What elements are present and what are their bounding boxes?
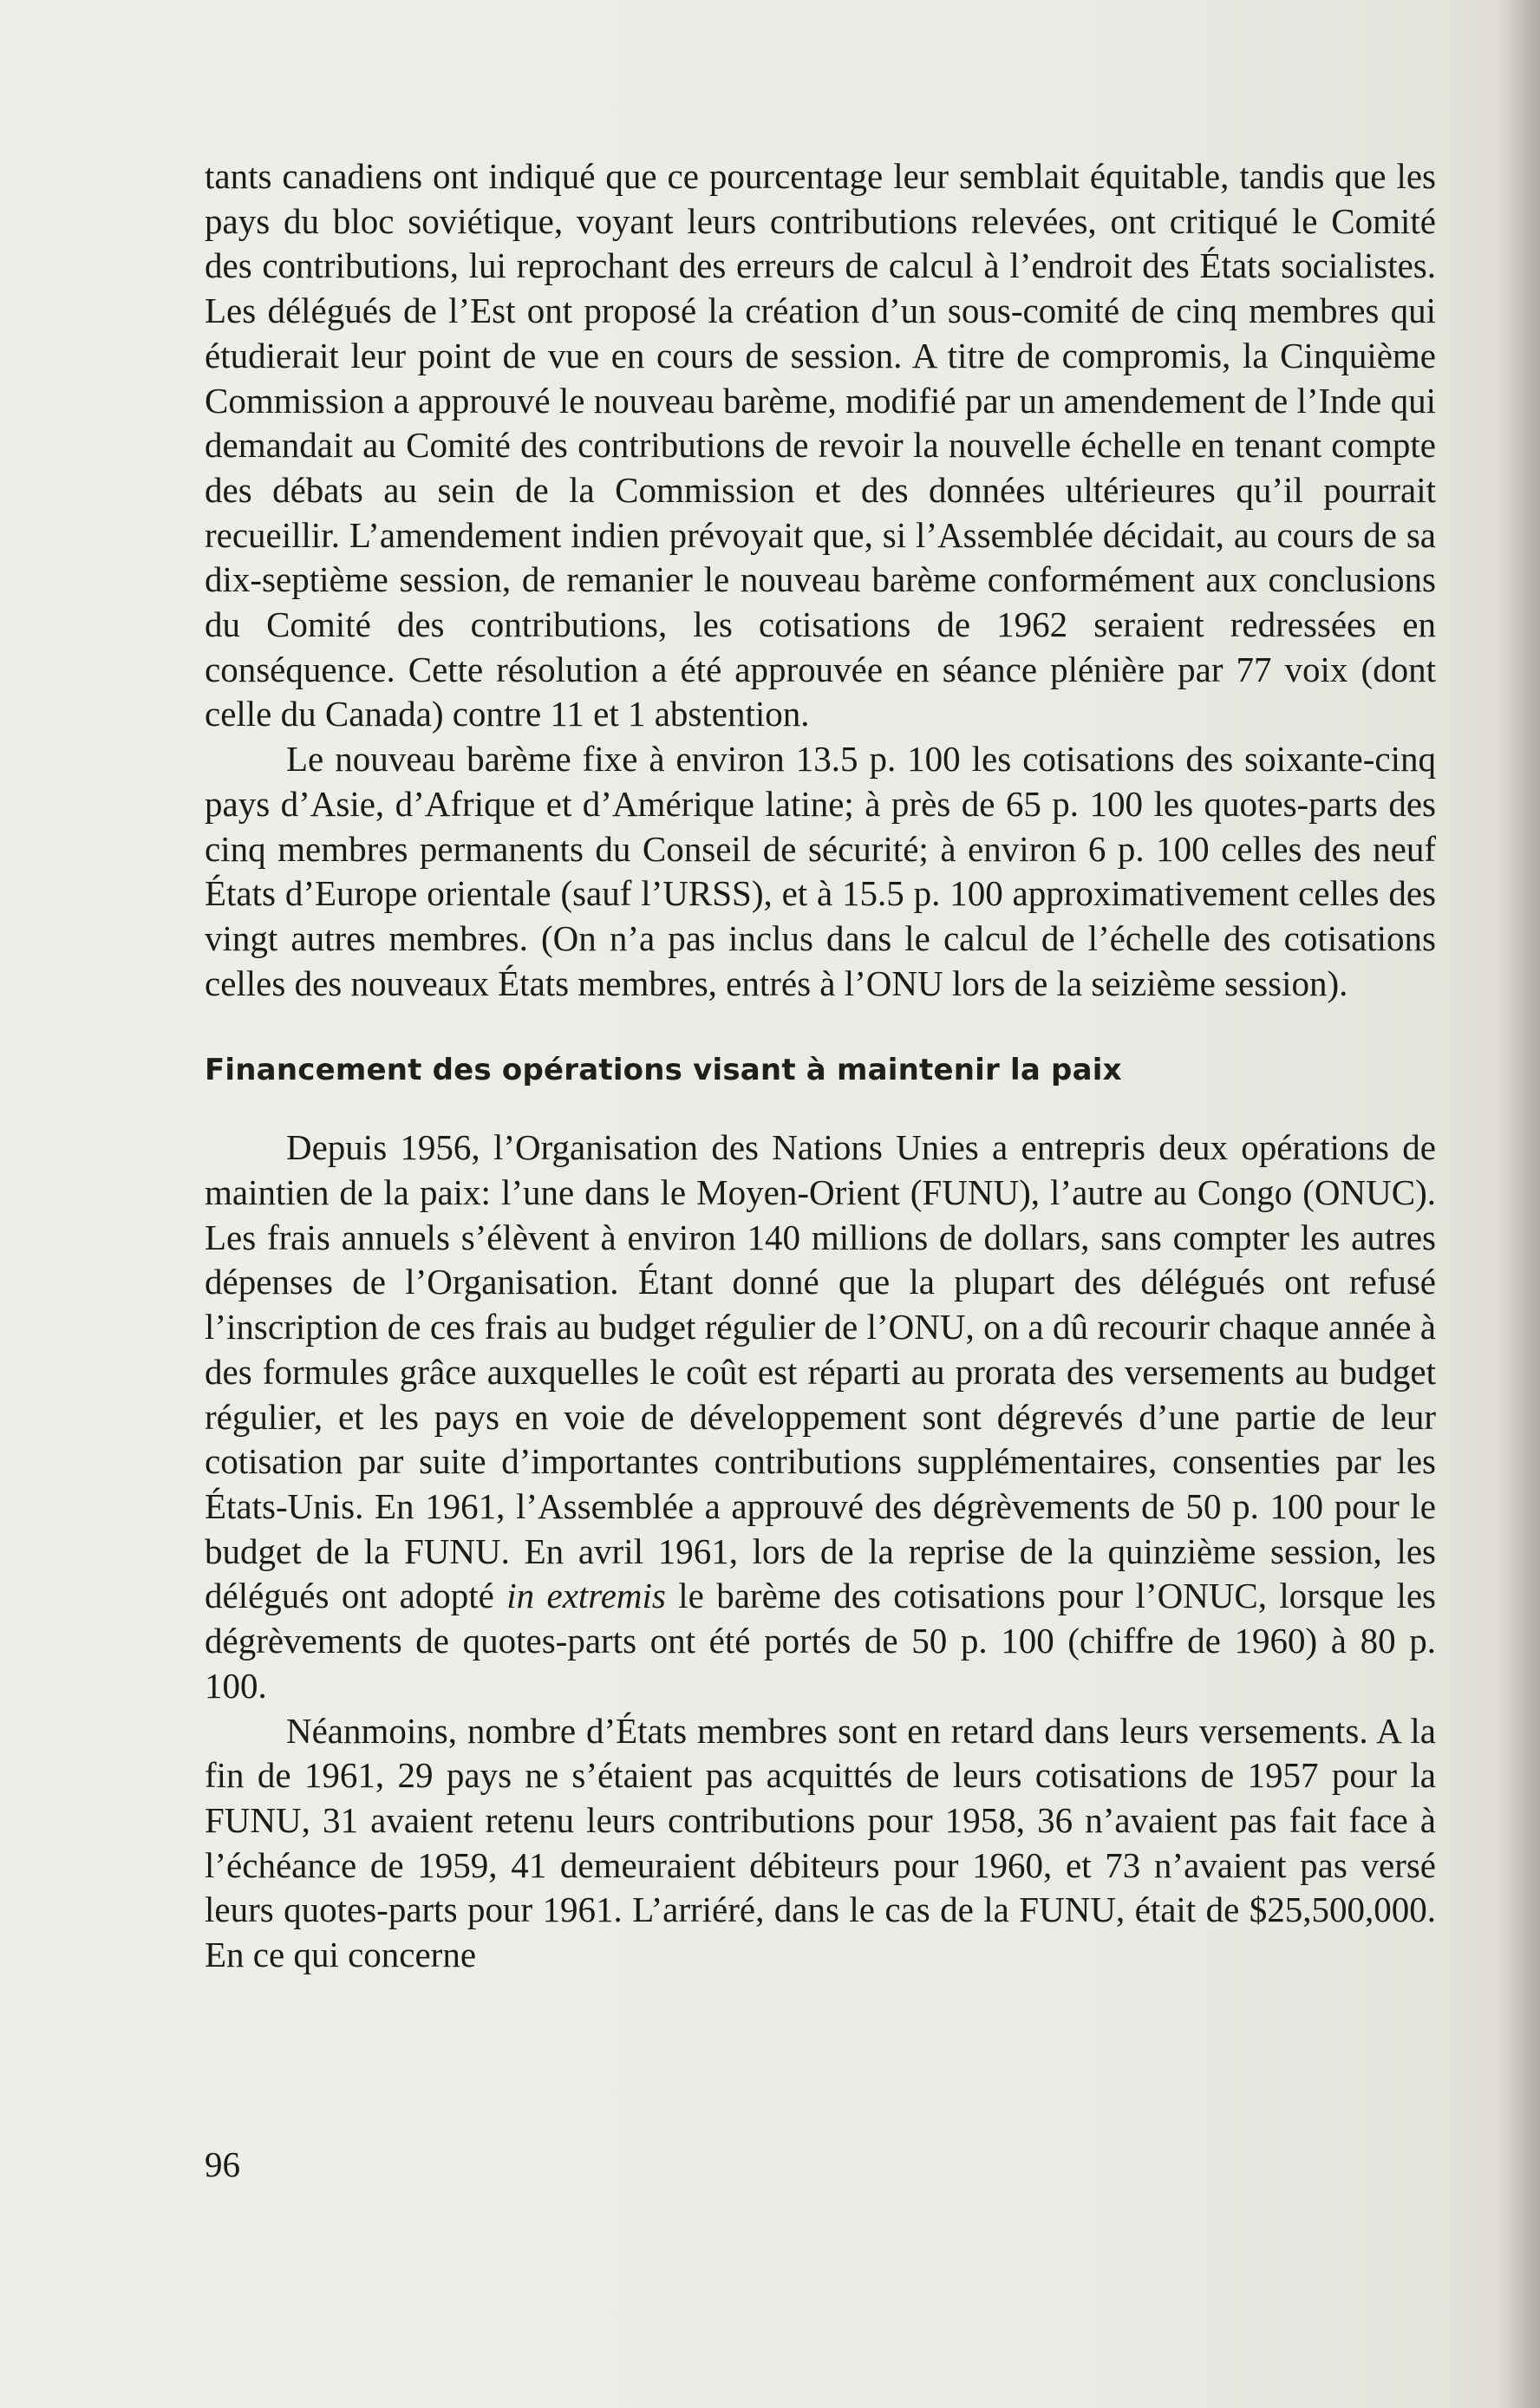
page-edge-shadow — [1500, 0, 1540, 2408]
paragraph-peacekeeping — [205, 1126, 1436, 1708]
paragraph-peacekeeping-text-end: le barème des cotisations pour l’ONUC, lorsque les dégrèvements de quotes-parts ont été portés de 50 p. 100 (chiffre de 1960) à 80 p. 100. — [205, 1576, 1436, 1706]
page-body — [205, 154, 1436, 1978]
paragraph-peacekeeping-text-start: Depuis 1956, l’Organisation des Nations Unies a entrepris deux opérations de maintien de la paix: l’une dans le Moyen-Orient (FUNU), l’autre au Congo (ONUC). Les frais annuels s’élèvent à environ 140 millions de dollars, sans compter les autres dépenses de l’Organisation. Étant donné que la plupart des délégués ont refusé l’inscription de ces frais au budget régulier de l’ONU, on a dû recourir chaque année à des formules grâce auxquelles le coût est réparti au prorata des versements au budget régulier, et les pays en voie de développement sont dégrevés d’une partie de leur cotisation par suite d’importantes contributions supplémentaires, consenties par les États-Unis. En 1961, l’Assemblée a approuvé des dégrèvements de 50 p. 100 pour le budget de la FUNU. En avril 1961, lors de la reprise de la quinzième session, les délégués ont adopté — [205, 1127, 1436, 1616]
section-heading: Financement des opérations visant à maintenir la paix — [205, 1053, 1122, 1088]
italic-phrase: in extremis — [506, 1576, 666, 1616]
paragraph-new-scale: Le nouveau barème fixe à environ 13.5 p. 100 les cotisations des soixante-cinq pays d’Asie, d’Afrique et d’Amérique latine; à près de 65 p. 100 les quotes-parts des cinq membres permanents du Conseil de sécurité; à environ 6 p. 100 celles des neuf États d’Europe orientale (sauf l’URSS), et à 15.5 p. 100 approximativement celles des vingt autres membres. (On n’a pas inclus dans le calcul de l’échelle des cotisations celles des nouveaux États membres, entrés à l’ONU lors de la seizième session). — [205, 739, 1436, 1003]
paragraph-continuation: tants canadiens ont indiqué que ce pourcentage leur semblait équitable, tandis que les pays du bloc soviétique, voyant leurs contributions relevées, ont critiqué le Comité des contributions, lui reprochant des erreurs de calcul à l’endroit des États socialistes. Les délégués de l’Est ont proposé la création d’un sous-comité de cinq membres qui étudierait leur point de vue en cours de session. A titre de compromis, la Cinquième Commission a approuvé le nouveau barème, modifié par un amendement de l’Inde qui demandait au Comité des contributions de revoir la nouvelle échelle en tenant compte des débats au sein de la Commission et des données ultérieures qu’il pourrait recueillir. L’amendement indien prévoyait que, si l’Assemblée décidait, au cours de sa dix-septième session, de remanier le nouveau barème conformément aux conclusions du Comité des contributions, les cotisations de 1962 seraient redressées en conséquence. Cette résolution a été approuvée en séance plénière par 77 voix (dont celle du Canada) contre 11 et 1 abstention. — [205, 156, 1436, 734]
paragraph-arrears: Néanmoins, nombre d’États membres sont en retard dans leurs versements. A la fin de 1961, 29 pays ne s’étaient pas acquittés de leurs cotisations de 1957 pour la FUNU, 31 avaient retenu leurs contributions pour 1958, 36 n’avaient pas fait face à l’échéance de 1959, 41 demeuraient débiteurs pour 1960, et 73 n’avaient pas versé leurs quotes-parts pour 1961. L’arriéré, dans le cas de la FUNU, était de $25,500,000. En ce qui concerne — [205, 1710, 1436, 1975]
page-number: 96 — [205, 2144, 240, 2184]
